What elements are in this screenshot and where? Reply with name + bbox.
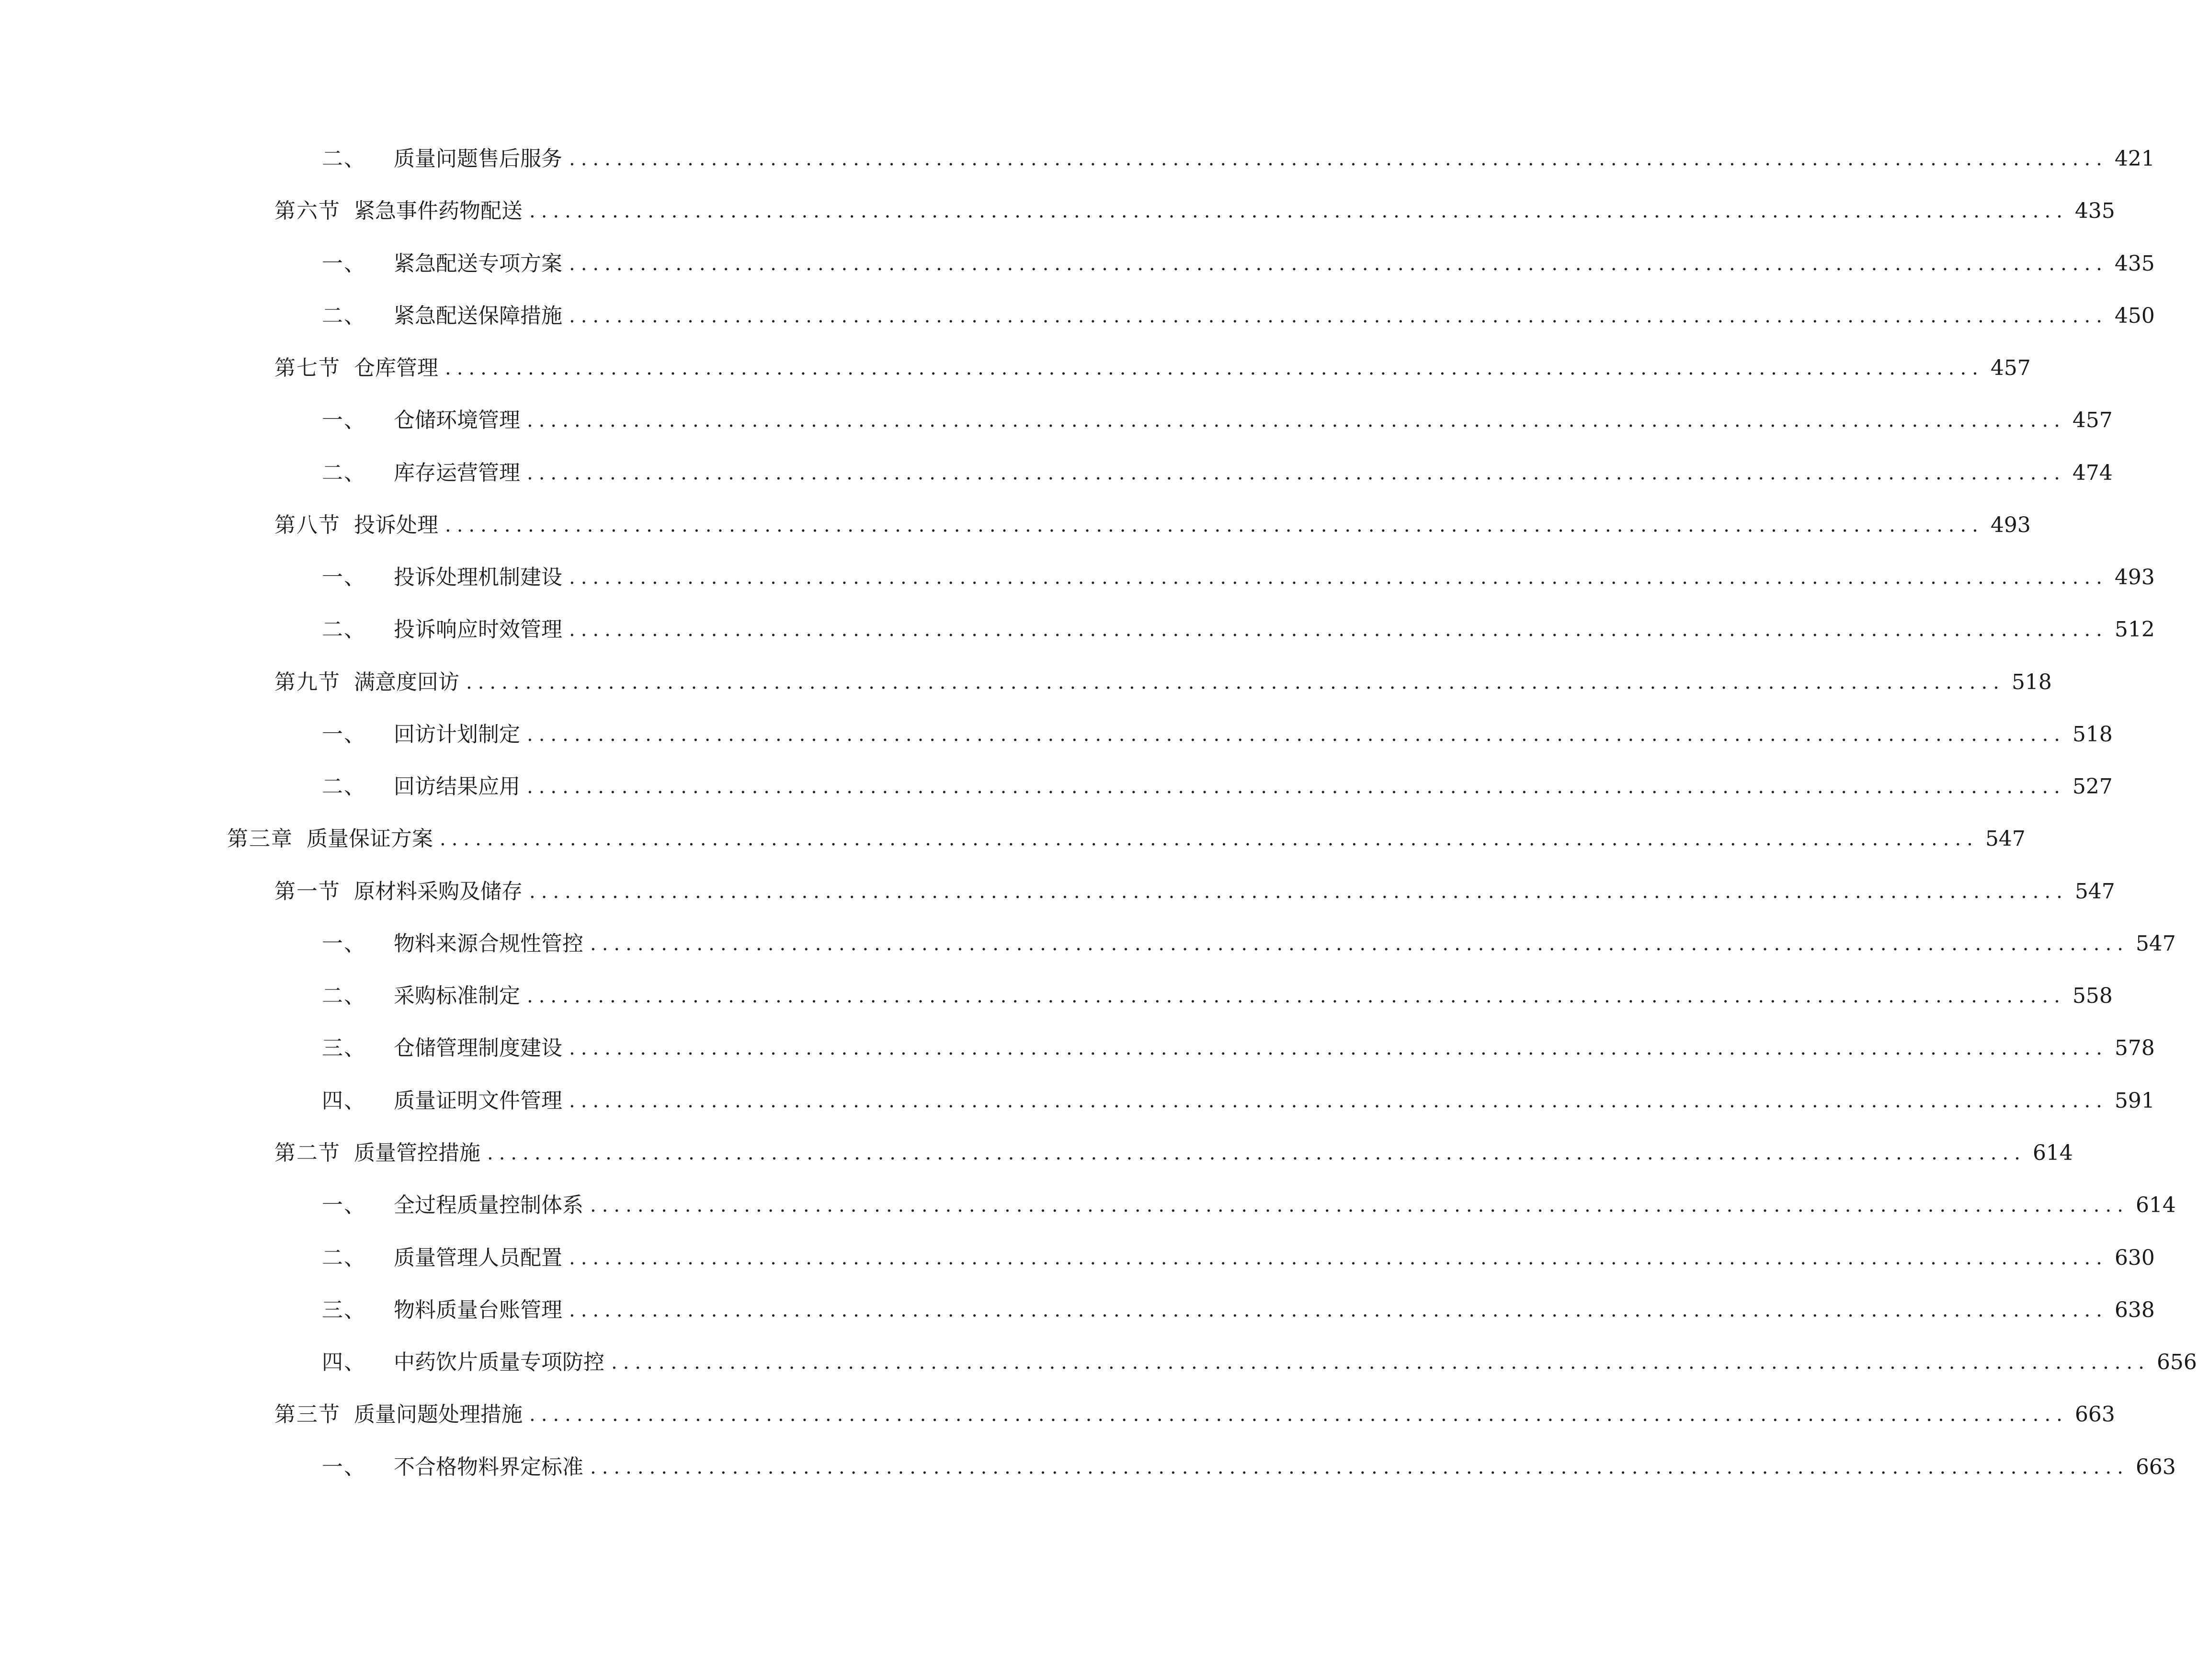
dot-leader: .................................................................................................................................. xyxy=(569,253,2108,275)
dot-leader: .................................................................................................................................. xyxy=(440,828,1979,850)
dot-leader: .................................................................................................................................. xyxy=(527,985,2066,1007)
page-number: 527 xyxy=(2072,774,2113,799)
dot-leader: .................................................................................................................................. xyxy=(611,1351,2150,1374)
dot-leader: .................................................................................................................................. xyxy=(569,1247,2108,1269)
dot-leader: .................................................................................................................................. xyxy=(569,148,2108,170)
entry-number: 一、 xyxy=(322,931,366,956)
entry-number: 二、 xyxy=(322,147,366,171)
page-number: 518 xyxy=(2072,722,2113,747)
entry-title: 物料来源合规性管控 xyxy=(394,931,583,956)
entry-number: 四、 xyxy=(322,1350,366,1374)
page-number: 614 xyxy=(2135,1193,2176,1217)
dot-leader: .................................................................................................................................. xyxy=(569,305,2108,327)
entry-title: 紧急配送保障措施 xyxy=(394,304,562,328)
entry-title: 仓库管理 xyxy=(354,356,438,380)
dot-leader: .................................................................................................................................. xyxy=(445,357,1984,379)
entry-number: 二、 xyxy=(322,304,366,328)
dot-leader: .................................................................................................................................. xyxy=(569,1299,2108,1321)
page-number: 421 xyxy=(2114,147,2155,171)
toc-entry[interactable] xyxy=(322,768,2113,806)
entry-number: 三、 xyxy=(322,1298,366,1322)
toc-entry[interactable] xyxy=(322,140,2155,178)
page-number: 493 xyxy=(1990,513,2031,537)
page-number: 435 xyxy=(2114,251,2155,276)
toc-entry[interactable] xyxy=(322,297,2155,335)
entry-title: 质量保证方案 xyxy=(307,827,433,851)
entry-number: 三、 xyxy=(322,1036,366,1060)
entry-number: 一、 xyxy=(322,408,366,432)
entry-title: 质量管理人员配置 xyxy=(394,1246,562,1270)
toc-entry[interactable] xyxy=(322,1343,2197,1382)
page-number: 450 xyxy=(2114,304,2155,328)
page-number: 512 xyxy=(2114,617,2155,642)
entry-title: 满意度回访 xyxy=(354,670,459,694)
page-number: 457 xyxy=(2072,408,2113,432)
dot-leader: .................................................................................................................................. xyxy=(529,881,2068,903)
entry-title: 原材料采购及储存 xyxy=(354,879,523,904)
entry-number: 第六节 xyxy=(274,199,341,223)
page-number: 656 xyxy=(2156,1350,2197,1374)
entry-title: 不合格物料界定标准 xyxy=(394,1455,583,1479)
page-number: 493 xyxy=(2114,565,2155,590)
toc-entry[interactable] xyxy=(322,611,2155,649)
entry-title: 物料质量台账管理 xyxy=(394,1298,562,1322)
entry-title: 投诉处理 xyxy=(354,513,438,537)
toc-entry[interactable] xyxy=(274,1134,2073,1172)
dot-leader: .................................................................................................................................. xyxy=(529,200,2068,222)
entry-title: 投诉响应时效管理 xyxy=(394,617,562,642)
dot-leader: .................................................................................................................................. xyxy=(527,724,2066,746)
entry-number: 一、 xyxy=(322,1455,366,1479)
toc-entry[interactable] xyxy=(274,192,2115,230)
entry-number: 一、 xyxy=(322,565,366,590)
entry-number: 二、 xyxy=(322,617,366,642)
dot-leader: .................................................................................................................................. xyxy=(527,776,2066,798)
page-number: 614 xyxy=(2032,1141,2073,1165)
entry-number: 第一节 xyxy=(274,879,341,904)
page-number: 547 xyxy=(2074,879,2115,904)
entry-number: 第三章 xyxy=(227,827,293,851)
page-number: 518 xyxy=(2011,670,2052,694)
page-number: 663 xyxy=(2074,1402,2115,1427)
entry-number: 第七节 xyxy=(274,356,341,380)
dot-leader: .................................................................................................................................. xyxy=(487,1142,2026,1164)
dot-leader: .................................................................................................................................. xyxy=(466,671,2005,693)
entry-title: 仓储管理制度建设 xyxy=(394,1036,562,1060)
page-number: 474 xyxy=(2072,461,2113,485)
toc-entry[interactable] xyxy=(322,558,2155,597)
entry-number: 第二节 xyxy=(274,1141,341,1165)
entry-number: 二、 xyxy=(322,774,366,799)
entry-number: 二、 xyxy=(322,461,366,485)
page-number: 578 xyxy=(2114,1036,2155,1060)
dot-leader: .................................................................................................................................. xyxy=(569,1090,2108,1112)
entry-title: 库存运营管理 xyxy=(394,461,520,485)
entry-title: 质量证明文件管理 xyxy=(394,1089,562,1113)
dot-leader: .................................................................................................................................. xyxy=(445,514,1984,536)
entry-title: 质量问题处理措施 xyxy=(354,1402,523,1427)
entry-number: 第八节 xyxy=(274,513,341,537)
toc-entry[interactable] xyxy=(322,715,2113,754)
toc-entry[interactable] xyxy=(322,1029,2155,1067)
entry-title: 质量问题售后服务 xyxy=(394,147,562,171)
page-number: 638 xyxy=(2114,1298,2155,1322)
entry-number: 一、 xyxy=(322,251,366,276)
toc-entry[interactable] xyxy=(274,506,2031,545)
dot-leader: .................................................................................................................................. xyxy=(590,1456,2129,1478)
dot-leader: .................................................................................................................................. xyxy=(590,1194,2129,1216)
entry-number: 一、 xyxy=(322,722,366,747)
toc-entry[interactable] xyxy=(322,1239,2155,1277)
toc-entry[interactable] xyxy=(322,925,2176,963)
entry-number: 二、 xyxy=(322,984,366,1008)
page-number: 558 xyxy=(2072,984,2113,1008)
dot-leader: .................................................................................................................................. xyxy=(569,619,2108,641)
page-number: 547 xyxy=(1985,827,2026,851)
toc-entry[interactable] xyxy=(322,245,2155,283)
toc-entry[interactable] xyxy=(322,401,2113,440)
page-number: 591 xyxy=(2114,1089,2155,1113)
entry-number: 二、 xyxy=(322,1246,366,1270)
dot-leader: .................................................................................................................................. xyxy=(529,1404,2068,1426)
toc-entry[interactable] xyxy=(274,1396,2115,1434)
page-number: 547 xyxy=(2135,931,2176,956)
toc-entry[interactable] xyxy=(322,1448,2176,1487)
toc-entry[interactable] xyxy=(322,1082,2155,1120)
dot-leader: .................................................................................................................................. xyxy=(590,933,2129,955)
toc-entry[interactable] xyxy=(322,977,2113,1015)
entry-number: 第三节 xyxy=(274,1402,341,1427)
page-number: 663 xyxy=(2135,1455,2176,1479)
dot-leader: .................................................................................................................................. xyxy=(527,409,2066,431)
entry-number: 四、 xyxy=(322,1089,366,1113)
page-number: 435 xyxy=(2074,199,2115,223)
toc-entry[interactable] xyxy=(274,349,2031,387)
entry-title: 仓储环境管理 xyxy=(394,408,520,432)
entry-title: 中药饮片质量专项防控 xyxy=(394,1350,604,1374)
dot-leader: .................................................................................................................................. xyxy=(569,567,2108,589)
entry-title: 紧急事件药物配送 xyxy=(354,199,523,223)
entry-title: 投诉处理机制建设 xyxy=(394,565,562,590)
entry-title: 采购标准制定 xyxy=(394,984,520,1008)
toc-entry[interactable] xyxy=(322,1291,2155,1329)
entry-title: 回访结果应用 xyxy=(394,774,520,799)
toc-entry[interactable] xyxy=(322,1186,2176,1225)
toc-entry[interactable] xyxy=(322,454,2113,492)
entry-title: 质量管控措施 xyxy=(354,1141,480,1165)
toc-entry[interactable] xyxy=(227,820,2026,858)
entry-title: 回访计划制定 xyxy=(394,722,520,747)
entry-title: 紧急配送专项方案 xyxy=(394,251,562,276)
entry-title: 全过程质量控制体系 xyxy=(394,1193,583,1217)
entry-number: 一、 xyxy=(322,1193,366,1217)
toc-entry[interactable] xyxy=(274,873,2115,911)
page-number: 630 xyxy=(2114,1246,2155,1270)
entry-number: 第九节 xyxy=(274,670,341,694)
page-number: 457 xyxy=(1990,356,2031,380)
dot-leader: .................................................................................................................................. xyxy=(527,462,2066,484)
dot-leader: .................................................................................................................................. xyxy=(569,1037,2108,1059)
toc-entry[interactable] xyxy=(274,663,2052,702)
